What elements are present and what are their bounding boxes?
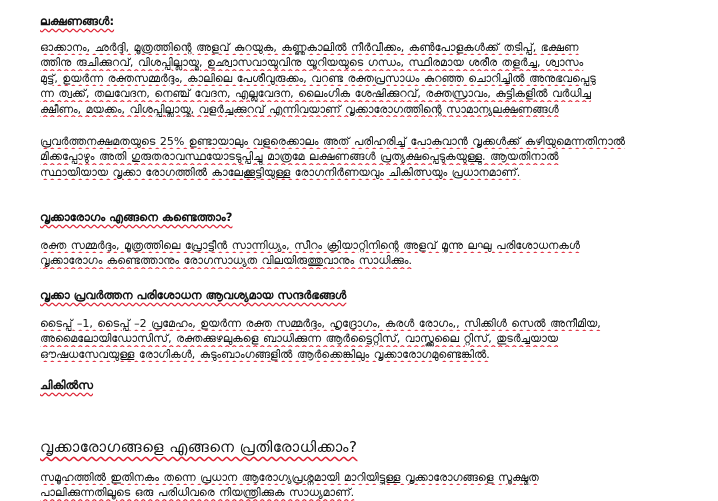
need-paragraph bbox=[40, 316, 688, 362]
need-line: അമൈലോയിഡോസിസ്, രക്തക്കുഴലുകളെ ബാധിക്കുന്ന ആർട്ടൈറ്റിസ്, വാസ്ക്കുലൈ റ്റിസ്, തുടർച്ചയായ bbox=[40, 332, 559, 346]
function-line: സ്ഥായിയായ വൃക്കാ രോഗത്തിൽ കാലേക്കൂട്ടിയുള്ള രോഗനിർണയവും ചികിത്സയും പ്രധാനമാണ്. bbox=[40, 165, 521, 179]
function-line: പ്രവർത്തനക്ഷമതയുടെ 25% ഉണ്ടായാലും വളരെക്കാലം അത് പരിഹരിച്ച് പോകുവാൻ വൃക്കൾക്ക് കഴിയുമെന്നതിനാൽ bbox=[40, 135, 626, 148]
symptoms-line: ഓക്കാനം, ഛർദ്ദി, മൂത്രത്തിന്റെ അളവ് കുറയുക, കണ്ണുകാലിൽ നീർവീക്കം, കൺപോളകൾക്ക് തടിപ്പ്, ഭക്ഷണ bbox=[40, 41, 579, 54]
symptoms-heading: ലക്ഷണങ്ങൾ: bbox=[40, 14, 115, 28]
symptoms-paragraph bbox=[40, 40, 688, 117]
prevent-line: പാലിക്കുന്നതിലൂടെ ഒരു പരിധിവരെ നിയന്ത്രിക്കുക സാധ്യമാണ്. bbox=[40, 486, 355, 500]
prevent-paragraph bbox=[40, 470, 688, 501]
detect-line: രക്ത സമ്മർദ്ദം, മൂത്രത്തിലെ പ്രോട്ടീൻ സാന്നിധ്യം, സീറം ക്രിയാറ്റിനിന്റെ അളവ് മൂന്നു ലഘു പരിശോധനകൾ bbox=[40, 239, 580, 252]
function-line: മിക്കപ്പോഴും അതി ഗുരുതരാവസ്ഥയോടടുപ്പിച്ചു മാത്രമേ ലക്ഷണങ്ങൾ പ്രത്യക്ഷപ്പെടുകയുള്ളു. ആയതിനാൽ bbox=[40, 150, 559, 164]
symptoms-line: ത്തിനു രുചിക്കുറവ്, വിശപ്പില്ലായ്മ, ഉഛ്വാസവായുവിനു യൂറിയയുടെ ഗന്ധം, സ്ഥിരമായ ശരീര തളർച്ച, ശ്വാസം bbox=[40, 56, 584, 70]
symptoms-line: ന്ന ത്വക്ക്, തലവേദന, നെഞ്ച് വേദന, എല്ലുവേദന, ലൈംഗിക ശേഷിക്കുറവ്, രക്തസ്രാവം, കുട്ടികളിൽ വർധിച്ച bbox=[40, 87, 591, 101]
need-line: ഔഷധസേവയുള്ള രോഗികൾ, കുടുംബാംഗങ്ങളിൽ ആർക്കെങ്കിലും വൃക്കാരോഗമുണ്ടെങ്കിൽ. bbox=[40, 347, 490, 361]
detect-paragraph bbox=[40, 238, 688, 269]
symptoms-line: ക്ഷീണം, മയക്കം, വിശപ്പില്ലായ്മ, വളർച്ചക്കുറവ് എന്നിവയാണ് വൃക്കാരോഗത്തിന്റെ സാമാന്യലക്ഷണങ്ങൾ bbox=[40, 102, 559, 116]
need-line: ടൈപ്പ് –1, ടൈപ്പ് –2 പ്രമേഹം, ഉയർന്ന രക്ത സമ്മർദ്ദം, ഹൃദ്രോഗം, കരൾ രോഗം,, സിക്കിൾ സെൽ അനീമിയ, bbox=[40, 317, 601, 330]
prevent-line: സമൂഹത്തിൽ ഇതിനകം തന്നെ പ്രധാന ആരോഗ്യപ്രശ്നമായി മാറിയിട്ടുള്ള വൃക്കാരോഗങ്ങളെ സൂക്ഷ്മത bbox=[40, 471, 539, 484]
detect-heading: വൃക്കാരോഗം എങ്ങനെ കണ്ടെത്താം? bbox=[40, 210, 233, 224]
detect-line: വൃക്കാരോഗം കണ്ടെത്താനും രോഗസാധ്യത വിലയിരുത്തുവാനും സാധിക്കും. bbox=[40, 254, 413, 268]
treatment-heading: ചികിൽസ bbox=[40, 378, 94, 392]
prevent-heading: വൃക്കാരോഗങ്ങളെ എങ്ങനെ പ്രതിരോധിക്കാം? bbox=[40, 438, 358, 456]
function-paragraph bbox=[40, 134, 688, 180]
need-heading: വൃക്കാ പ്രവർത്തന പരിശോധന ആവശ്യമായ സന്ദർഭങ്ങൾ bbox=[40, 288, 347, 302]
symptoms-line: മുട്ട്, ഉയർന്ന രക്തസമ്മർദ്ദം, കാലിലെ പേശീവുരുക്കം, വറണ്ട രക്തപ്രസാധം കുറഞ്ഞ ചൊറിച്ചിൽ അനുഭവപ്പെടു bbox=[40, 71, 596, 85]
